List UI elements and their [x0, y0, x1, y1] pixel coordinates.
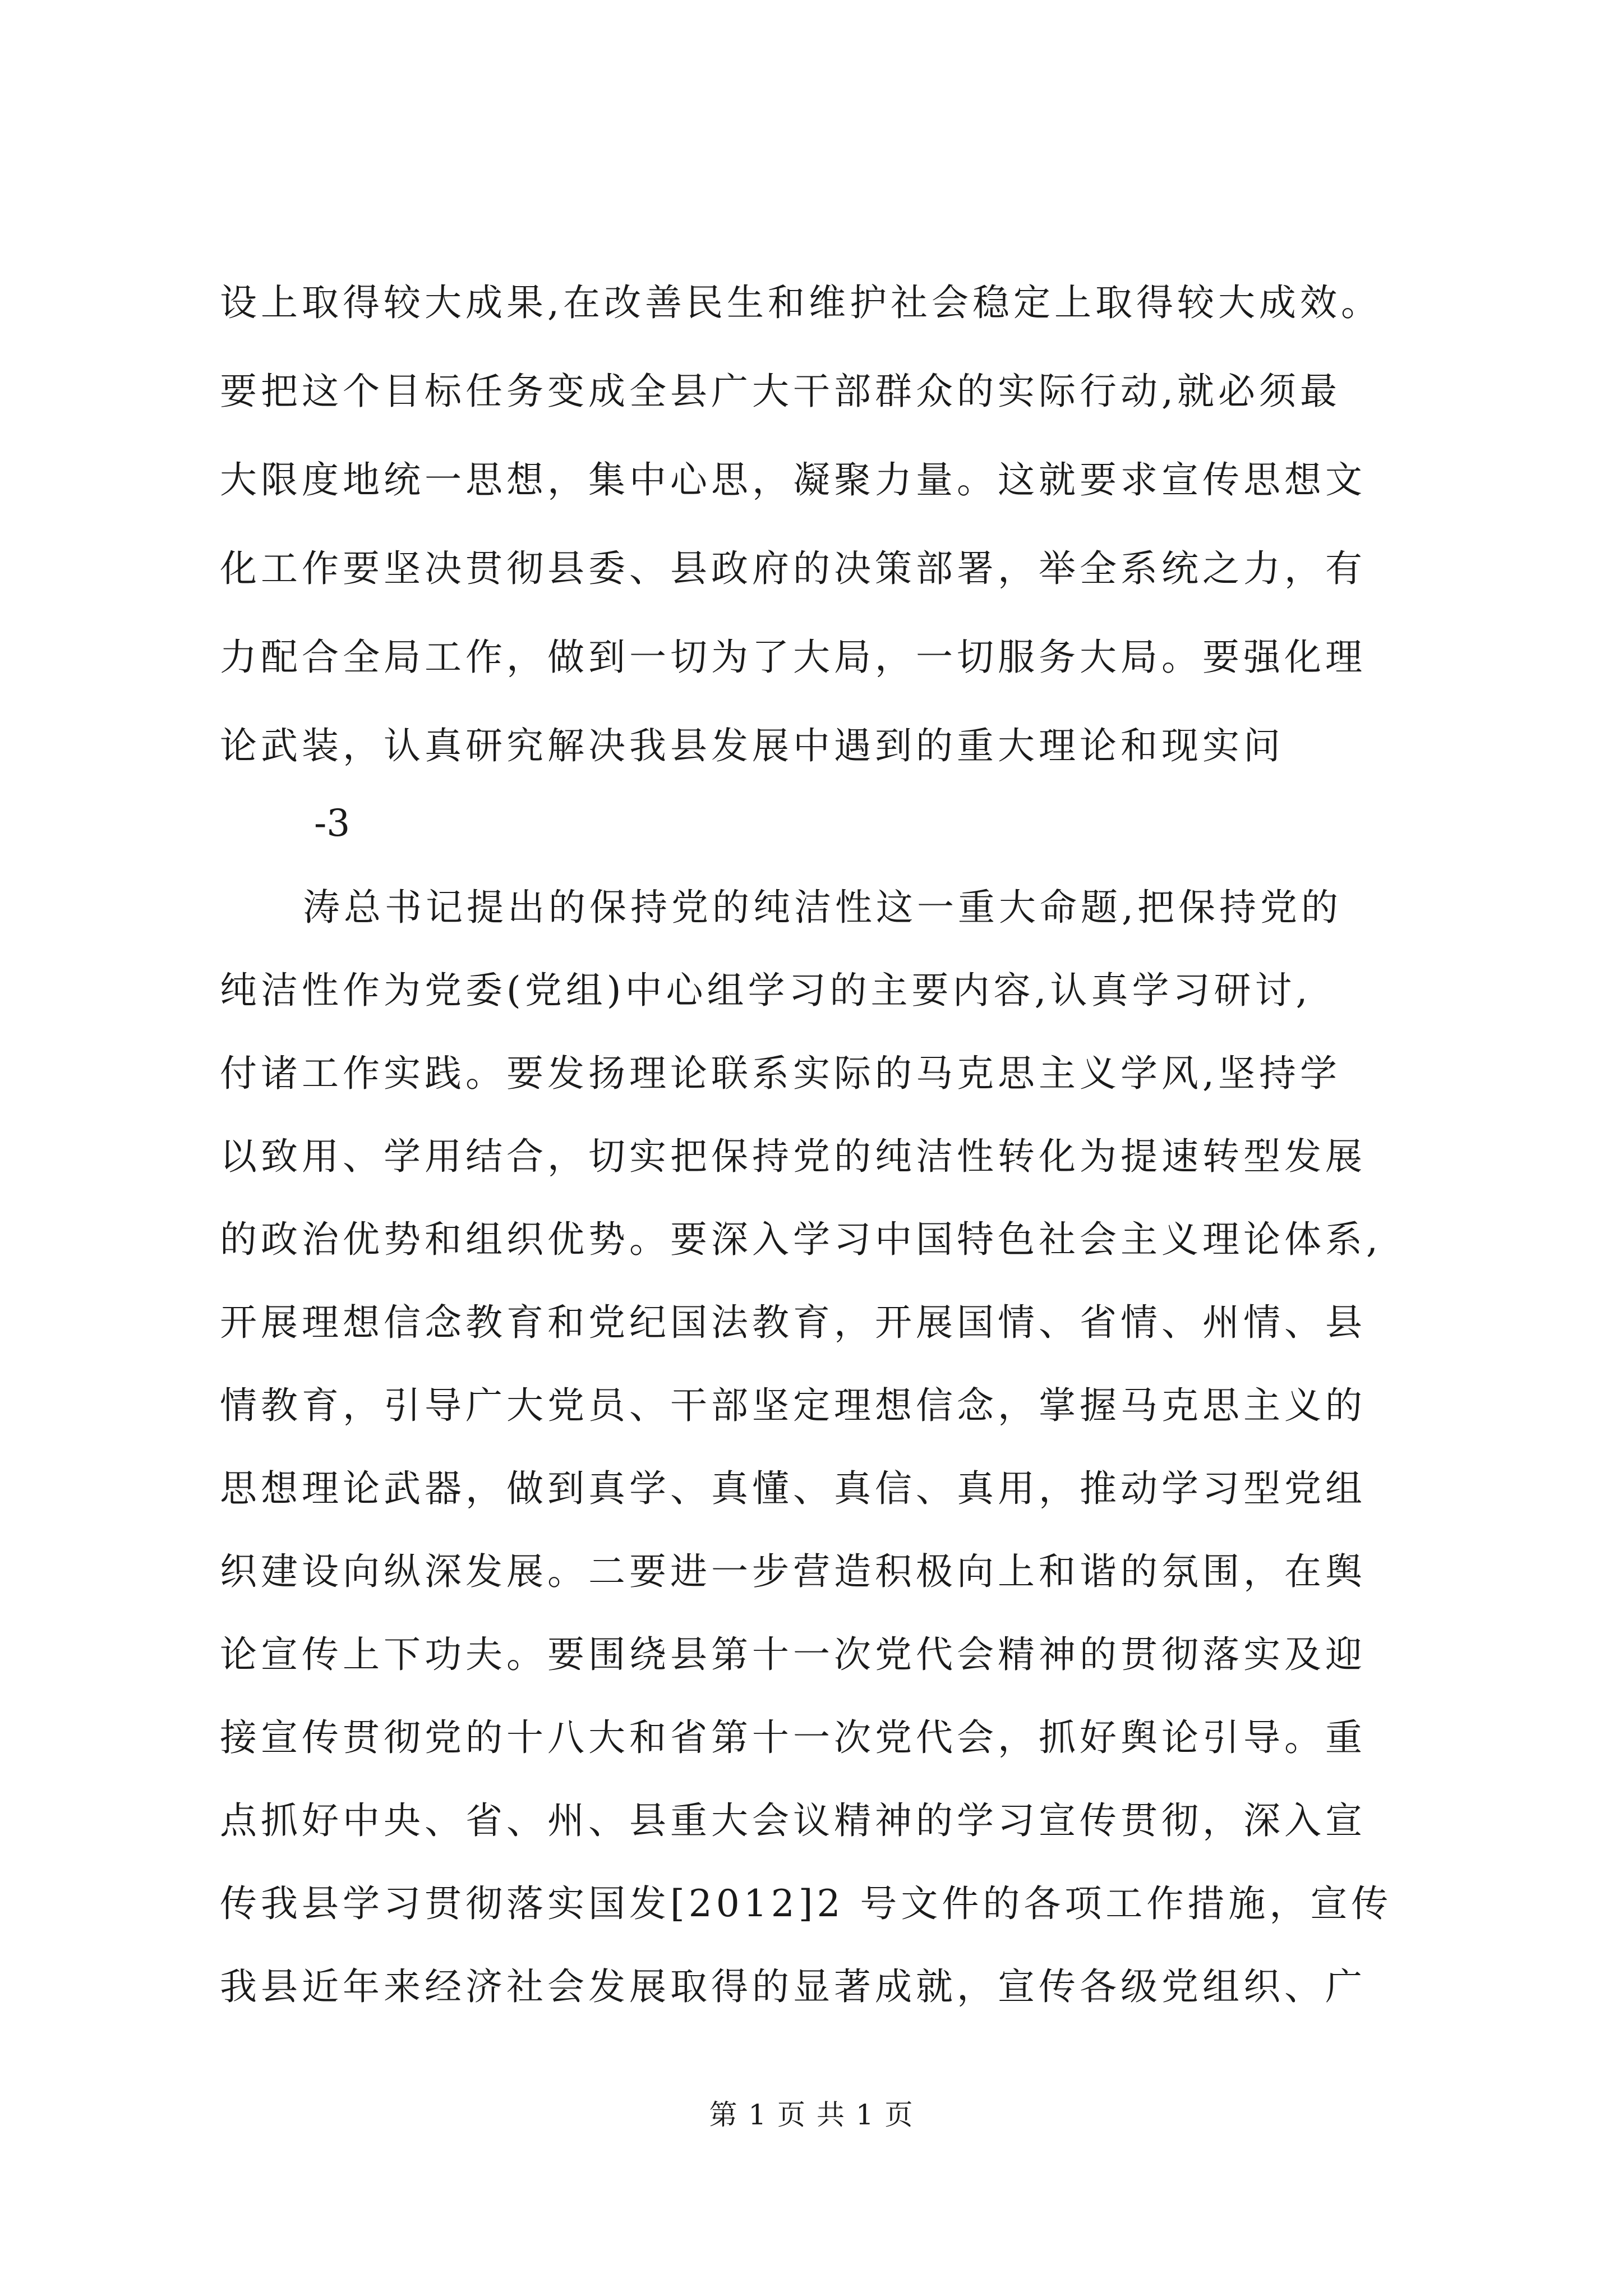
text-line: 纯洁性作为党委(党组)中心组学习的主要内容,认真学习研讨, — [220, 969, 1312, 1012]
text-line: 化工作要坚决贯彻县委、县政府的决策部署，举全系统之力，有 — [220, 547, 1366, 590]
text-line: 接宣传贯彻党的十八大和省第十一次党代会，抓好舆论引导。重 — [220, 1716, 1366, 1759]
page-footer: 第 1 页 共 1 页 — [709, 2099, 914, 2131]
text-line: 论武装，认真研究解决我县发展中遇到的重大理论和现实问 — [220, 724, 1284, 767]
page-marker: -3 — [314, 802, 351, 845]
text-line: 织建设向纵深发展。二要进一步营造积极向上和谐的氛围，在舆 — [220, 1550, 1366, 1593]
text-line: 的政治优势和组织优势。要深入学习中国特色社会主义理论体系, — [220, 1218, 1382, 1261]
text-line: 思想理论武器，做到真学、真懂、真信、真用，推动学习型党组 — [220, 1467, 1366, 1510]
text-line: 设上取得较大成果,在改善民生和维护社会稳定上取得较大成效。 — [220, 281, 1382, 324]
text-line: 要把这个目标任务变成全县广大干部群众的实际行动,就必须最 — [220, 370, 1341, 413]
text-line: 付诸工作实践。要发扬理论联系实际的马克思主义学风,坚持学 — [220, 1052, 1341, 1095]
text-line: 大限度地统一思想，集中心思，凝聚力量。这就要求宣传思想文 — [220, 458, 1366, 501]
text-line: 开展理想信念教育和党纪国法教育，开展国情、省情、州情、县 — [220, 1301, 1366, 1344]
text-line: 我县近年来经济社会发展取得的显著成就，宣传各级党组织、广 — [220, 1965, 1366, 2008]
text-line: 以致用、学用结合，切实把保持党的纯洁性转化为提速转型发展 — [220, 1135, 1366, 1178]
text-line: 情教育，引导广大党员、干部坚定理想信念，掌握马克思主义的 — [220, 1384, 1366, 1427]
text-line: 点抓好中央、省、州、县重大会议精神的学习宣传贯彻，深入宣 — [220, 1799, 1366, 1842]
text-line: 力配合全局工作，做到一切为了大局，一切服务大局。要强化理 — [220, 636, 1366, 679]
text-line: 涛总书记提出的保持党的纯洁性这一重大命题,把保持党的 — [303, 886, 1342, 929]
text-line: 传我县学习贯彻落实国发[2012]2 号文件的各项工作措施，宣传 — [220, 1882, 1393, 1925]
text-line: 论宣传上下功夫。要围绕县第十一次党代会精神的贯彻落实及迎 — [220, 1633, 1366, 1676]
